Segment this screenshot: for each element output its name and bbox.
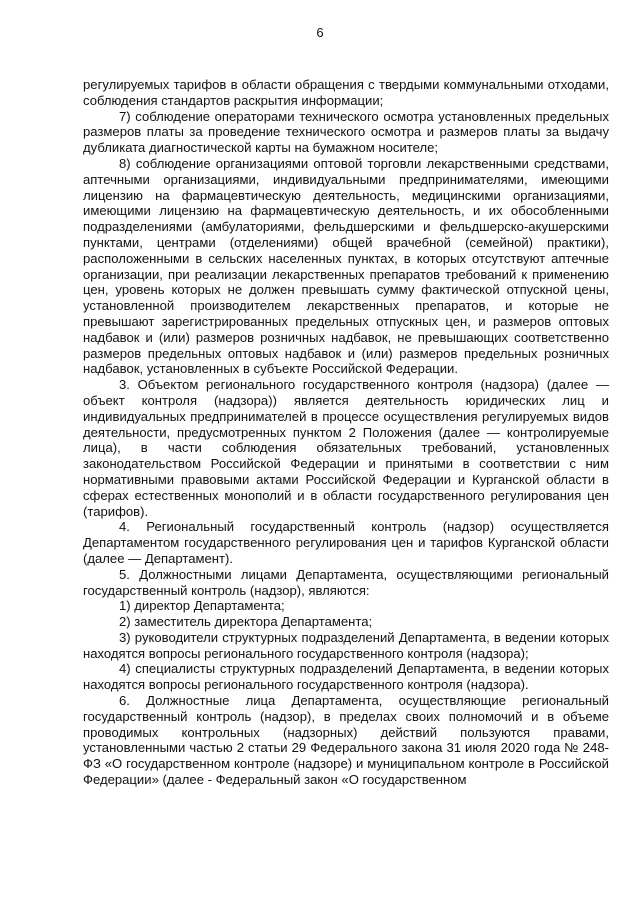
list-item-1: 1) директор Департамента;	[119, 598, 285, 614]
paragraph-item-8: 8) соблюдение организациями оптовой торговли лекарственными средствами, аптечными организациями, индивидуальными предпринимателями, имеющими лицензию на фармацевтическую деятельность, медицинскими организациями, имеющими лицензию на фармацевтическую деятельность, и их обособленными подразделениями (амбулаториями, фельдшерскими и фельдшерско-акушерскими пунктами, центрами (отделениями) общей врачебной (семейной) практики), расположенными в сельских населенных пунктах, в которых отсутствуют аптечные организации, при реализации лекарственных препаратов требований к применению цен, уровень которых не должен превышать сумму фактической отпускной цены, установленной производителем лекарственных препаратов, и которые не превышают зарегистрированных предельных отпускных цен, и размеров оптовых надбавок и (или) размеров розничных надбавок, не превышающих соответственно размеров предельных оптовых надбавок и (или) размеров предельных розничных надбавок, установленных в субъекте Российской Федерации.	[83, 155, 609, 377]
paragraph-item-7: 7) соблюдение операторами технического осмотра установленных предельных размеров платы за проведение технического осмотра и размеров платы за выдачу дубликата диагностической карты на бумажном носителе;	[83, 108, 609, 156]
paragraph-5: 5. Должностными лицами Департамента, осуществляющими региональный государственный контроль (надзор), являются:	[83, 566, 609, 598]
list-item-4: 4) специалисты структурных подразделений Департамента, в ведении которых находятся вопросы регионального государственного контроля (надзора).	[83, 661, 609, 693]
paragraph-4: 4. Региональный государственный контроль (надзор) осуществляется Департаментом государственного регулирования цен и тарифов Курганской области (далее — Департамент).	[83, 519, 609, 566]
paragraph-3: 3. Объектом регионального государственного контроля (надзора) (далее — объект контроля (надзора)) является деятельность юридических лиц и индивидуальных предпринимателей в процессе осуществления регулируемых видов деятельности, предусмотренных пунктом 2 Положения (далее — контролируемые лица), в части соблюдения обязательных требований, установленных законодательством Российской Федерации и принятыми в соответствии с ним нормативными правовыми актами Российской Федерации и Курганской области в сферах естественных монополий и в области государственного регулирования цен (тарифов).	[83, 377, 609, 519]
list-item-2: 2) заместитель директора Департамента;	[119, 614, 373, 630]
page-number: 6	[316, 25, 324, 40]
list-item-3: 3) руководители структурных подразделений Департамента, в ведении которых находятся вопросы регионального государственного контроля (надзора);	[83, 629, 609, 661]
document-body	[83, 77, 609, 788]
paragraph-6: 6. Должностные лица Департамента, осуществляющие региональный государственный контроль (надзор), в пределах своих полномочий и в объеме проводимых контрольных (надзорных) действий пользуются правами, установленными частью 2 статьи 29 Федерального закона 31 июля 2020 года № 248-ФЗ «О государственном контроле (надзоре) и муниципальном контроле в Российской Федерации» (далее - Федеральный закон «О государственном	[83, 693, 609, 788]
paragraph-continuation: регулируемых тарифов в области обращения с твердыми коммунальными отходами, соблюдения стандартов раскрытия информации;	[83, 77, 609, 108]
